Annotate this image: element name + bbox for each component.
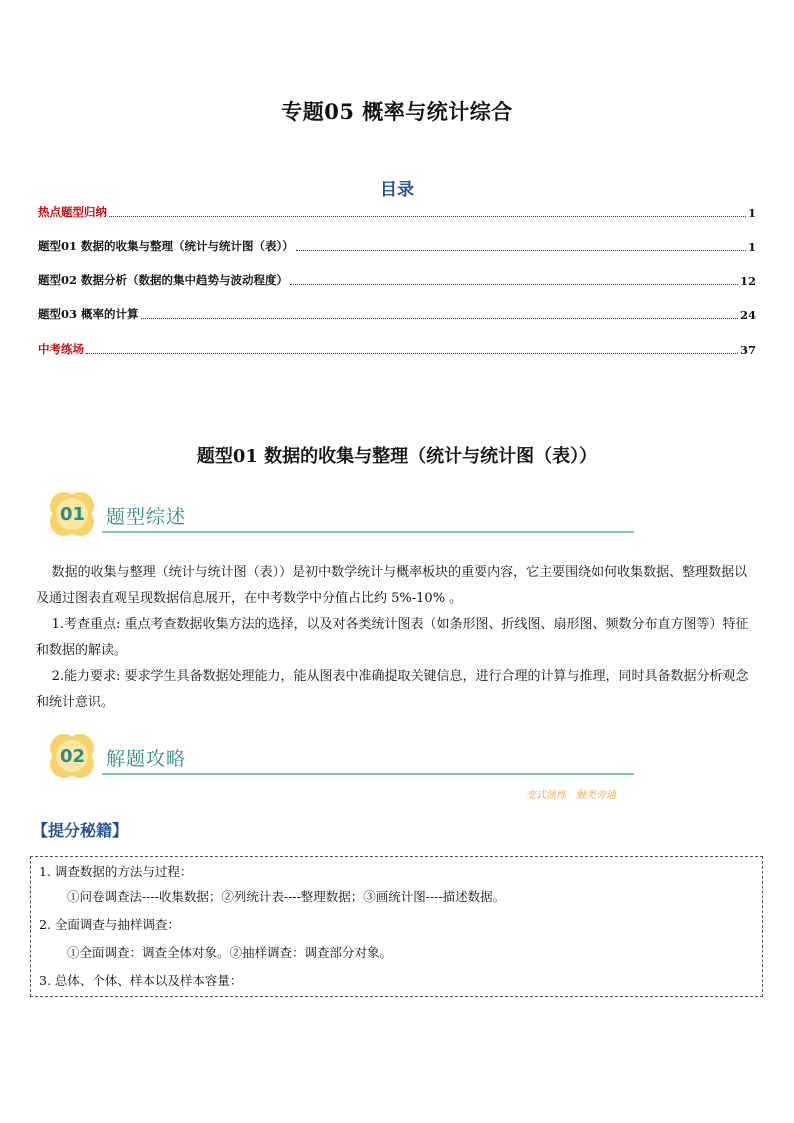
toc-item-title: 中考练场 bbox=[38, 342, 84, 356]
toc-item-page: 12 bbox=[739, 274, 756, 288]
toc-heading: 目录 bbox=[380, 180, 414, 200]
toc-leader-dots bbox=[109, 215, 746, 217]
toc-item-page: 37 bbox=[739, 343, 756, 357]
document-title: 专题05 概率与统计综合 bbox=[281, 99, 513, 124]
overview-paragraph: 2.能力要求: 要求学生具备数据处理能力，能从图表中准确提取关键信息，进行合理的计算与推理，同时具备数据分析观念和统计意识。 bbox=[36, 669, 749, 710]
overview-badge-label: 题型综述 bbox=[106, 506, 187, 528]
tips-heading: 【提分秘籍】 bbox=[32, 821, 129, 840]
toc-item-exam-practice[interactable] bbox=[38, 341, 756, 357]
toc-item-title: 题型02 数据分析（数据的集中趋势与波动程度） bbox=[38, 273, 289, 287]
overview-paragraph: 1.考查重点: 重点考查数据收集方法的选择，以及对各类统计图表（如条形图、折线图、扇形图、频数分布直方图等）特征和数据的解读。 bbox=[36, 617, 749, 658]
toc-item-title: 题型01 数据的收集与整理（统计与统计图（表）） bbox=[38, 239, 294, 253]
tips-box bbox=[30, 856, 763, 997]
strategy-badge-label: 解题攻略 bbox=[106, 748, 187, 770]
tips-line: ①全面调查：调查全体对象。②抽样调查：调查部分对象。 bbox=[67, 945, 393, 960]
toc-item-page: 1 bbox=[747, 206, 756, 220]
tips-line: 3. 总体、个体、样本以及样本容量： bbox=[39, 973, 243, 988]
toc-item-title: 题型03 概率的计算 bbox=[38, 307, 139, 321]
toc-item-page: 1 bbox=[747, 240, 756, 254]
strategy-tagline: 变式演练 触类旁通 bbox=[526, 790, 616, 801]
toc-item-hot-topics[interactable] bbox=[38, 204, 756, 220]
toc-item-page: 24 bbox=[739, 308, 756, 322]
toc-item-title: 热点题型归纳 bbox=[38, 205, 107, 219]
overview-divider bbox=[102, 531, 634, 533]
toc-item-type02[interactable] bbox=[38, 272, 756, 288]
toc-leader-dots bbox=[141, 317, 738, 319]
toc-item-type01[interactable] bbox=[38, 238, 756, 254]
strategy-header bbox=[44, 730, 644, 786]
tips-line: 2. 全面调查与抽样调查： bbox=[39, 917, 180, 932]
toc-leader-dots bbox=[86, 352, 738, 354]
overview-header bbox=[44, 488, 644, 544]
strategy-badge-number: 02 bbox=[60, 746, 86, 767]
overview-paragraph: 数据的收集与整理（统计与统计图（表））是初中数学统计与概率板块的重要内容，它主要围绕如何收集数据、整理数据以及通过图表直观呈现数据信息展开，在中考数学中分值占比约 5%-10% 。 bbox=[36, 565, 748, 606]
tips-line: ①问卷调查法----收集数据；②列统计表----整理数据；③画统计图----描述数据。 bbox=[67, 889, 506, 904]
section-title: 题型01 数据的收集与整理（统计与统计图（表）） bbox=[196, 446, 598, 467]
toc-leader-dots bbox=[290, 283, 738, 285]
toc-leader-dots bbox=[296, 249, 746, 251]
tips-line: 1. 调查数据的方法与过程： bbox=[39, 864, 193, 879]
toc-item-type03[interactable] bbox=[38, 306, 756, 322]
overview-badge-number: 01 bbox=[60, 504, 86, 525]
overview-body bbox=[36, 560, 758, 716]
strategy-divider bbox=[102, 773, 634, 775]
